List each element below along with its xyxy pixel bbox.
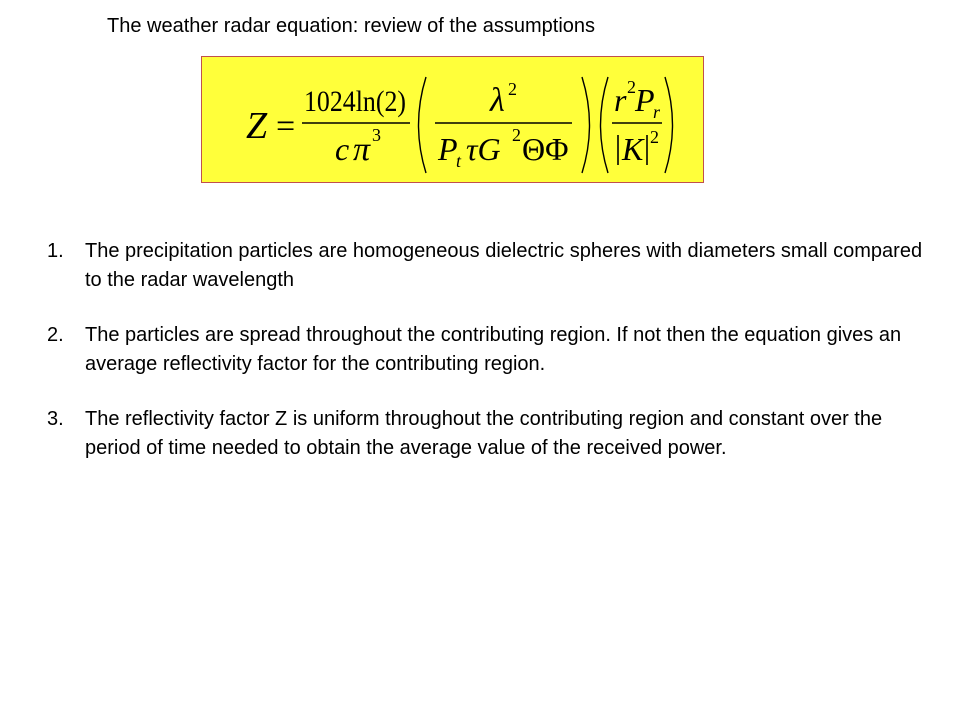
equation-frac1-numerator: 1024ln(2) <box>304 85 406 118</box>
equation-frac3-denominator-exponent: 2 <box>650 127 659 147</box>
equation-frac3-numerator-subscript: r <box>653 102 661 122</box>
equation-frac1-denominator-exponent: 3 <box>372 125 381 145</box>
equation-frac3-numerator-r: r <box>614 82 627 118</box>
assumption-number: 2. <box>47 324 64 346</box>
equation-frac2-denominator-exponent: 2 <box>512 125 521 145</box>
equation-equals-sign: = <box>276 108 296 145</box>
radar-equation <box>202 57 705 184</box>
assumption-number: 3. <box>47 408 64 430</box>
equation-frac3-numerator-p: P <box>635 82 655 118</box>
equation-frac2-denominator-p: P <box>438 131 458 167</box>
equation-left-paren-2 <box>419 77 427 173</box>
equation-frac2-denominator-subscript: t <box>456 151 462 171</box>
assumption-number: 1. <box>47 240 64 262</box>
equation-right-paren-2 <box>582 77 590 173</box>
equation-left-paren-3 <box>601 77 609 173</box>
assumption-item-1 <box>47 237 927 295</box>
assumption-text: The precipitation particles are homogeneous dielectric spheres with diameters small compared to the radar wavelength <box>85 240 923 291</box>
equation-frac2-numerator-exponent: 2 <box>508 79 517 99</box>
assumption-text: The reflectivity factor Z is uniform throughout the contributing region and constant over the period of time needed to obtain the average value of the received power. <box>85 408 883 459</box>
slide-title: The weather radar equation: review of the assumptions <box>107 15 596 37</box>
equation-frac1-denominator-pi: π <box>353 131 371 168</box>
equation-right-paren-3 <box>665 77 673 173</box>
assumption-item-3 <box>47 405 927 463</box>
equation-frac2-denominator-theta-phi: ΘΦ <box>522 131 569 167</box>
radar-equation-box <box>201 56 704 183</box>
assumption-text: The particles are spread throughout the contributing region. If not then the equation gives an average reflectivity factor for the contributing region. <box>85 324 902 375</box>
assumption-item-2 <box>47 321 927 379</box>
equation-frac3-denominator-k: K <box>622 131 644 167</box>
equation-frac2-denominator-tau-g: τG <box>466 131 501 167</box>
equation-frac1-denominator-c: c <box>335 131 350 167</box>
assumptions-list <box>47 237 927 463</box>
equation-frac3-numerator-exponent: 2 <box>627 77 636 97</box>
equation-lhs-z: Z <box>246 105 268 147</box>
equation-frac2-numerator-lambda: λ <box>490 82 505 119</box>
